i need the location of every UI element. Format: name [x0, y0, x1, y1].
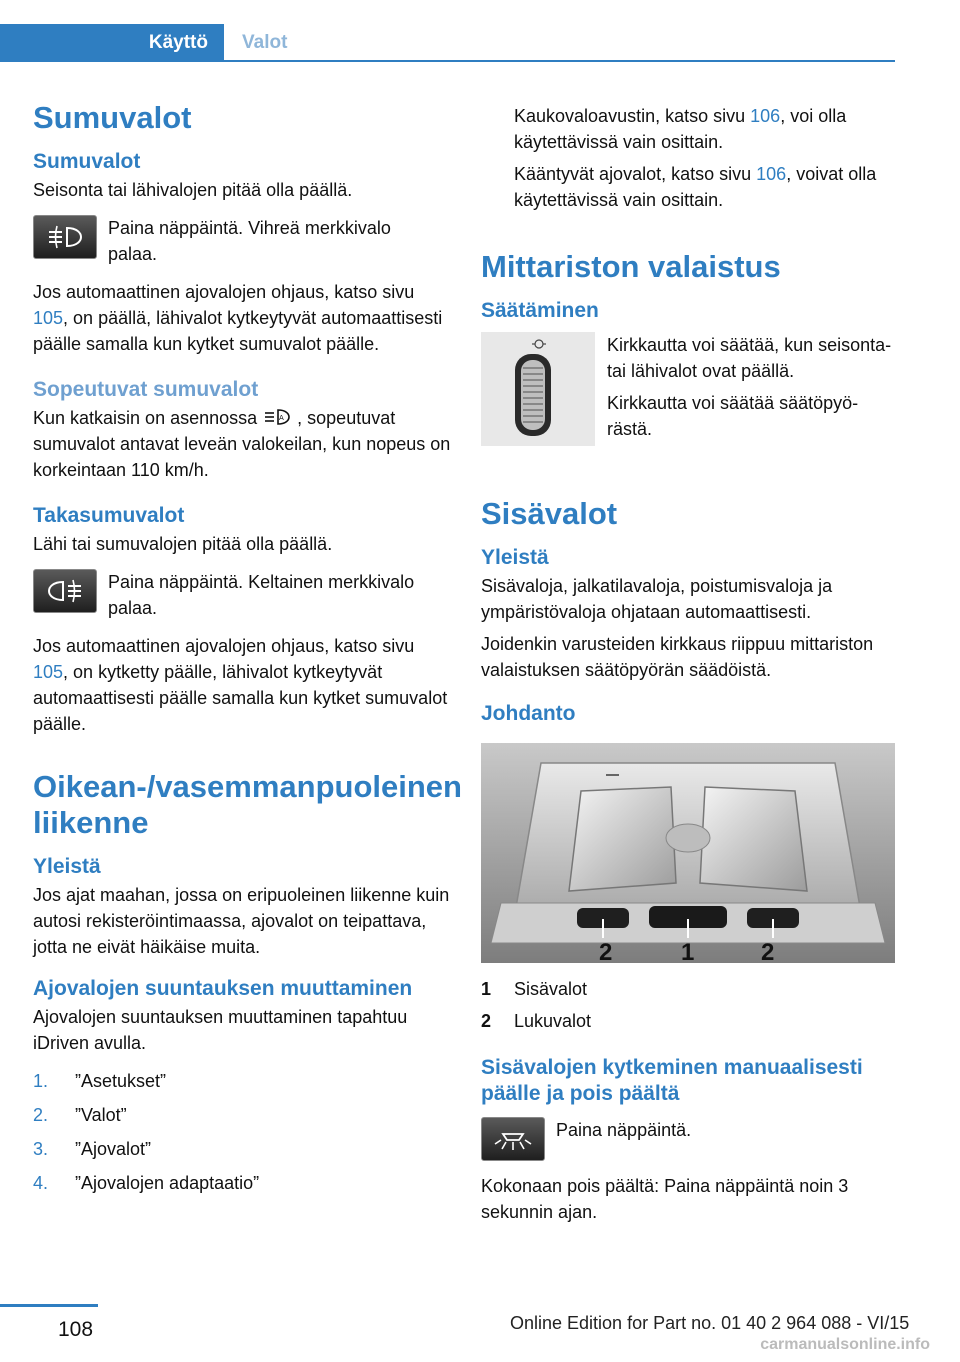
roof-console-illustration	[481, 743, 895, 963]
interior-auto-paragraph: Sisävaloja, jalkatilavaloja, poistumisvaloja ja ympäristövaloja ohjataan automaattisesti.	[481, 576, 833, 622]
adaptive-fog-paragraph: Kun katkaisin on asennossa A , sopeutuvat sumuvalot antavat leveän valokeilan, kun nopeus on korkeintaan 110 km/h.	[33, 408, 451, 480]
rear-fog-button-text: Paina näppäintä. Keltainen merkkivalo palaa.	[108, 572, 415, 618]
rear-fog-button-image	[33, 569, 97, 613]
heading-instrument-lighting: Mittariston valaistus	[481, 249, 781, 284]
page-link-105-b[interactable]: 105	[33, 662, 64, 682]
full-off-paragraph: Kokonaan pois päältä: Paina näppäintä noin 3 sekunnin ajan.	[481, 1176, 849, 1222]
rear-fog-light-icon	[45, 578, 85, 604]
idrive-steps-list	[33, 1068, 451, 1196]
legend-item: 1 Sisävalot	[481, 979, 588, 999]
photo-legend	[481, 973, 899, 1037]
dimmer-text-2: Kirkkautta voi säätää säätöpyörästä.	[607, 393, 859, 439]
list-item[interactable]: 2. ”Valot”	[33, 1105, 127, 1125]
dimmer-row	[481, 332, 899, 446]
watermark: carmanualsonline.info	[760, 1336, 930, 1353]
right-column	[481, 103, 899, 1225]
subheading-adaptive-fog: Sopeutuvat sumuvalot	[33, 378, 259, 401]
rear-fog-auto-paragraph: Jos automaattinen ajovalojen ohjaus, katso sivu 105, on kytketty päälle, lähivalot kytkeytyvät automaattisesti päälle samalla kun kytket sumuvalot päälle.	[33, 636, 448, 734]
subheading-fog-lights: Sumuvalot	[33, 150, 141, 173]
heading-traffic-side: Oikean-/vasemmanpuoleinen liikenne	[33, 769, 462, 840]
interior-light-icon	[492, 1126, 534, 1152]
cornering-lights-paragraph: Kääntyvät ajovalot, katso sivu 106, voivat olla käytettävissä vain osittain.	[514, 164, 877, 210]
footer-rule	[0, 1304, 98, 1307]
traffic-general-paragraph: Jos ajat maahan, jossa on eripuoleinen liikenne kuin autosi rekisteröintimaassa, ajovalot on teipattava, jotta ne eivät häikäise muita.	[33, 885, 450, 957]
rear-fog-button-row	[33, 569, 451, 621]
edition-text: Online Edition for Part no. 01 40 2 964 088 - VI/15	[510, 1313, 910, 1333]
heading-fog-lights: Sumuvalot	[33, 100, 192, 135]
subheading-headlight-adjust: Ajovalojen suuntauksen muuttaminen	[33, 977, 413, 1000]
legend-item: 2 Lukuvalot	[481, 1011, 592, 1031]
callout-label: 2	[761, 939, 775, 963]
rear-fog-requirement-text: Lähi tai sumuvalojen pitää olla päällä.	[33, 534, 333, 554]
front-fog-light-icon	[45, 224, 85, 250]
page-link-106-b[interactable]: 106	[756, 164, 787, 184]
high-beam-assistant-paragraph: Kaukovaloavustin, katso sivu 106, voi olla käytettävissä vain osittain.	[514, 106, 847, 152]
tab-chapter[interactable]: Käyttö	[0, 24, 224, 62]
subheading-general-right: Yleistä	[481, 546, 549, 569]
dimmer-text-1: Kirkkautta voi säätää, kun seisonta- tai lähivalot ovat päällä.	[607, 335, 892, 381]
fog-button-text: Paina näppäintä. Vihreä merkkivalo palaa.	[108, 218, 391, 264]
chapter-header	[0, 24, 895, 62]
left-column	[33, 100, 462, 1196]
list-item[interactable]: 3. ”Ajovalot”	[33, 1139, 152, 1159]
dimmer-wheel-image	[481, 332, 595, 446]
tab-section[interactable]: Valot	[242, 32, 288, 53]
heading-interior-lights: Sisävalot	[481, 496, 618, 531]
callout-label: 2	[599, 939, 613, 963]
page-number: 108	[58, 1318, 94, 1341]
headlight-adjust-paragraph: Ajovalojen suuntauksen muuttaminen tapahtuu iDriven avulla.	[33, 1007, 408, 1053]
interior-brightness-paragraph: Joidenkin varusteiden kirkkaus riippuu mittariston valaistuksen säätöpyörän säädöistä.	[481, 634, 874, 680]
front-fog-button-image	[33, 215, 97, 259]
subheading-intro: Johdanto	[481, 702, 576, 725]
subheading-manual-switch: Sisävalojen kytkeminen manuaalisesti päälle ja pois päältä	[481, 1056, 863, 1105]
interior-light-button-image	[481, 1117, 545, 1161]
subheading-adjusting: Säätäminen	[481, 299, 599, 322]
subheading-general-left: Yleistä	[33, 855, 101, 878]
fog-button-row	[33, 215, 451, 267]
svg-text:A: A	[279, 414, 284, 422]
interior-button-text: Paina näppäintä.	[556, 1120, 692, 1140]
callout-label: 1	[681, 939, 695, 963]
fog-requirement-text: Seisonta tai lähivalojen pitää olla päällä.	[33, 180, 353, 200]
page-link-105[interactable]: 105	[33, 308, 64, 328]
list-item[interactable]: 1. ”Asetukset”	[33, 1071, 167, 1091]
auto-headlight-switch-icon	[262, 407, 292, 427]
subheading-rear-fog: Takasumuvalot	[33, 504, 185, 527]
fog-auto-paragraph: Jos automaattinen ajovalojen ohjaus, katso sivu 105, on päällä, lähivalot kytkeytyvät automaattisesti päälle samalla kun kytket sumuvalot päälle.	[33, 282, 443, 354]
roof-console-photo	[481, 743, 895, 963]
list-item[interactable]: 4. ”Ajovalojen adaptaatio”	[33, 1173, 260, 1193]
page-link-106[interactable]: 106	[750, 106, 781, 126]
dimmer-wheel-icon	[481, 332, 595, 446]
dimmer-text	[607, 332, 897, 442]
interior-button-row	[481, 1117, 899, 1161]
